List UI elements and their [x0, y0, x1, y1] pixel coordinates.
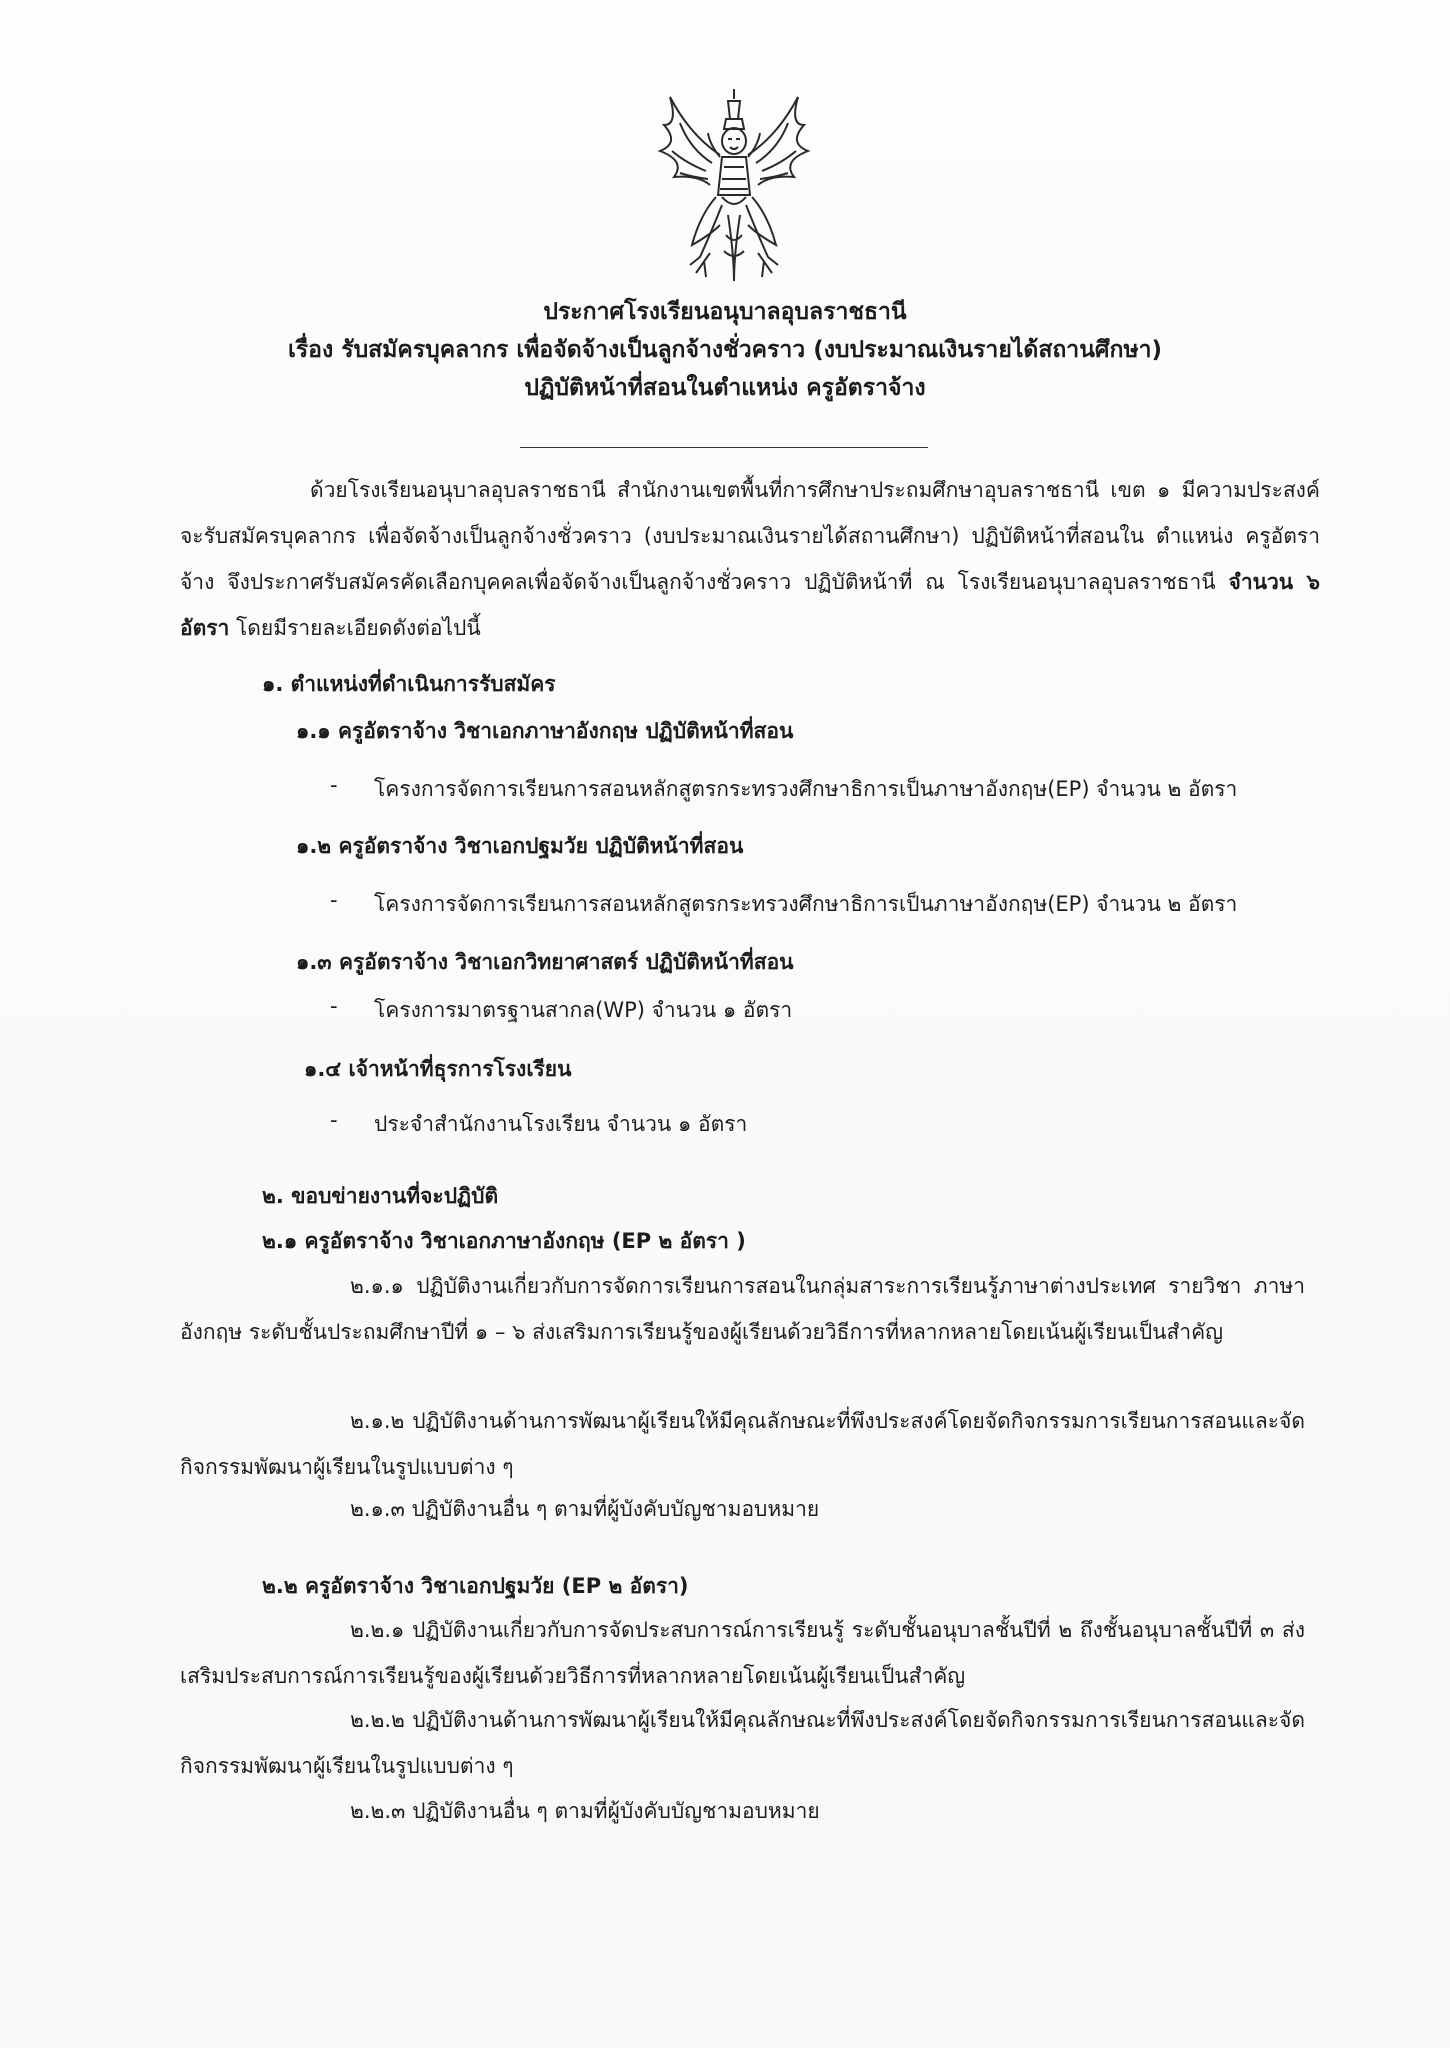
bullet-text: โครงการมาตรฐานสากล(WP) จำนวน ๑ อัตรา: [374, 998, 793, 1022]
garuda-emblem-icon: [650, 85, 818, 285]
section1-item1-bullet: [330, 773, 1237, 806]
header-position: ปฏิบัติหน้าที่สอนในตำแหน่ง ครูอัตราจ้าง: [524, 375, 926, 401]
section2-sub1-para1: ๒.๑.๑ ปฏิบัติงานเกี่ยวกับการจัดการเรียนการสอนในกลุ่มสาระการเรียนรู้ภาษาต่างประเทศ รายวิชา ภาษาอังกฤษ ระดับชั้นประถมศึกษาปีที่ ๑ – ๖ ส่งเสริมการเรียนรู้ของผู้เรียนด้วยวิธีการที่หลากหลายโดยเน้นผู้เรียนเป็นสำคัญ: [180, 1274, 1305, 1344]
intro-count: จำนวน ๖ อัตรา: [180, 570, 1320, 640]
section1-item2-heading: ๑.๒ ครูอัตราจ้าง วิชาเอกปฐมวัย ปฏิบัติหน้าที่สอน: [296, 834, 744, 858]
intro-text: ด้วยโรงเรียนอนุบาลอุบลราชธานี สำนักงานเขตพื้นที่การศึกษาประถมศึกษาอุบลราชธานี เขต ๑ มีความประสงค์จะรับสมัครบุคลากร เพื่อจัดจ้างเป็นลูกจ้างชั่วคราว (งบประมาณเงินรายได้สถานศึกษา) ปฏิบัติหน้าที่สอนใน ตำแหน่ง ครูอัตราจ้าง จึงประกาศรับสมัครคัดเลือกบุคคลเพื่อจัดจ้างเป็นลูกจ้างชั่วคราว ปฏิบัติหน้าที่ ณ โรงเรียนอนุบาลอุบลราชธานี: [180, 478, 1320, 594]
bullet-text: ประจำสำนักงานโรงเรียน จำนวน ๑ อัตรา: [374, 1112, 748, 1136]
section1-title: ๑. ตำแหน่งที่ดำเนินการรับสมัคร: [262, 672, 556, 696]
section2-sub2-para2: ๒.๒.๒ ปฏิบัติงานด้านการพัฒนาผู้เรียนให้มีคุณลักษณะที่พึงประสงค์โดยจัดกิจกรรมการเรียนการสอนและจัดกิจกรรมพัฒนาผู้เรียนในรูปแบบต่าง ๆ: [180, 1708, 1305, 1778]
bullet-dash: -: [330, 1108, 338, 1132]
intro-text-end: โดยมีรายละเอียดดังต่อไปนี้: [229, 616, 481, 640]
section1-item3-bullet: [330, 994, 792, 1027]
bullet-text: โครงการจัดการเรียนการสอนหลักสูตรกระทรวงศึกษาธิการเป็นภาษาอังกฤษ(EP) จำนวน ๒ อัตรา: [374, 892, 1238, 916]
section2-sub2-heading: ๒.๒ ครูอัตราจ้าง วิชาเอกปฐมวัย (EP ๒ อัตรา): [262, 1574, 689, 1598]
intro-paragraph: [180, 467, 1320, 651]
section2-sub1-heading: ๒.๑ ครูอัตราจ้าง วิชาเอกภาษาอังกฤษ (EP ๒ อัตรา ): [262, 1229, 746, 1253]
section2-title: ๒. ขอบข่ายงานที่จะปฏิบัติ: [262, 1184, 499, 1208]
header-subject: เรื่อง รับสมัครบุคลากร เพื่อจัดจ้างเป็นลูกจ้างชั่วคราว (งบประมาณเงินรายได้สถานศึกษา): [287, 337, 1163, 363]
section2-sub1-para3: ๒.๑.๓ ปฏิบัติงานอื่น ๆ ตามที่ผู้บังคับบัญชามอบหมาย: [350, 1497, 820, 1521]
header-title: ประกาศโรงเรียนอนุบาลอุบลราชธานี: [543, 299, 907, 325]
bullet-dash: -: [330, 994, 338, 1018]
header-divider: [520, 447, 928, 448]
section1-item3-heading: ๑.๓ ครูอัตราจ้าง วิชาเอกวิทยาศาสตร์ ปฏิบัติหน้าที่สอน: [296, 950, 794, 974]
bullet-text: โครงการจัดการเรียนการสอนหลักสูตรกระทรวงศึกษาธิการเป็นภาษาอังกฤษ(EP) จำนวน ๒ อัตรา: [374, 777, 1238, 801]
section1-item2-bullet: [330, 888, 1237, 921]
bullet-dash: -: [330, 888, 338, 912]
bullet-dash: -: [330, 773, 338, 797]
section1-item4-bullet: [330, 1108, 747, 1141]
document-header: [0, 293, 1450, 407]
section1-item4-heading: ๑.๔ เจ้าหน้าที่ธุรการโรงเรียน: [304, 1057, 572, 1081]
section2-sub2-para3: ๒.๒.๓ ปฏิบัติงานอื่น ๆ ตามที่ผู้บังคับบัญชามอบหมาย: [350, 1799, 820, 1823]
section2-sub1-para2: ๒.๑.๒ ปฏิบัติงานด้านการพัฒนาผู้เรียนให้มีคุณลักษณะที่พึงประสงค์โดยจัดกิจกรรมการเรียนการสอนและจัดกิจกรรมพัฒนาผู้เรียนในรูปแบบต่าง ๆ: [180, 1409, 1305, 1479]
section2-sub2-para1: ๒.๒.๑ ปฏิบัติงานเกี่ยวกับการจัดประสบการณ์การเรียนรู้ ระดับชั้นอนุบาลชั้นปีที่ ๒ ถึงชั้นอนุบาลชั้นปีที่ ๓ ส่งเสริมประสบการณ์การเรียนรู้ของผู้เรียนด้วยวิธีการที่หลากหลายโดยเน้นผู้เรียนเป็นสำคัญ: [180, 1618, 1305, 1688]
section1-item1-heading: ๑.๑ ครูอัตราจ้าง วิชาเอกภาษาอังกฤษ ปฏิบัติหน้าที่สอน: [296, 719, 794, 743]
